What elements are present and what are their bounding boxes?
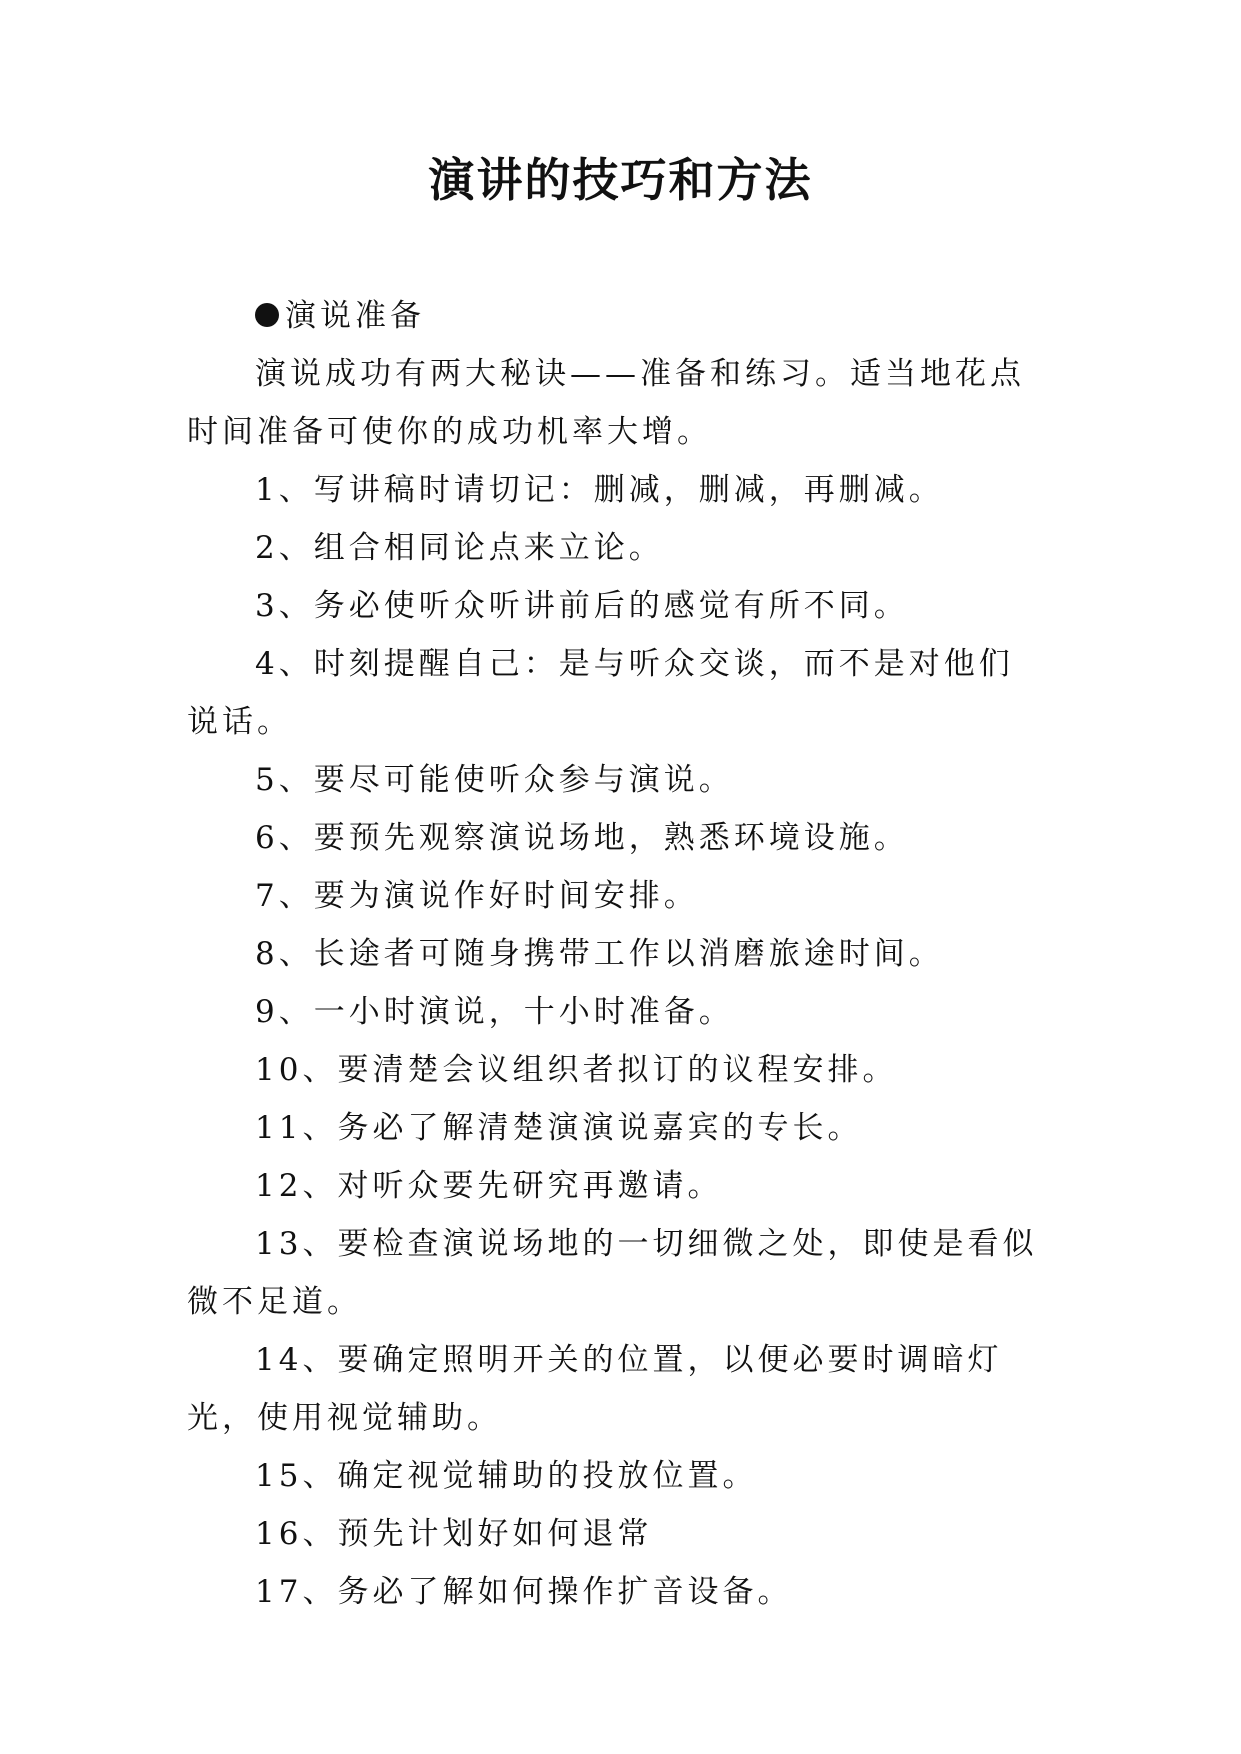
list-item: 11、务必了解清楚演演说嘉宾的专长。 [255, 1110, 863, 1146]
list-item: 5、要尽可能使听众参与演说。 [255, 762, 734, 798]
section-heading-text: 演说准备 [285, 298, 425, 334]
list-item: 15、确定视觉辅助的投放位置。 [255, 1458, 758, 1494]
list-item: 2、组合相同论点来立论。 [255, 530, 664, 566]
list-item: 12、对听众要先研究再邀请。 [255, 1168, 723, 1204]
list-item: 6、要预先观察演说场地，熟悉环境设施。 [255, 820, 909, 856]
list-item: 4、时刻提醒自己：是与听众交谈，而不是对他们说话。 [187, 646, 1014, 740]
list-item: 13、要检查演说场地的一切细微之处，即使是看似微不足道。 [187, 1226, 1038, 1320]
list-item: 17、务必了解如何操作扩音设备。 [255, 1574, 793, 1610]
bullet-icon [255, 303, 279, 327]
document-body [187, 287, 1047, 1621]
list-item: 10、要清楚会议组织者拟订的议程安排。 [255, 1052, 898, 1088]
list-item: 8、长途者可随身携带工作以消磨旅途时间。 [255, 936, 944, 972]
list-item: 1、写讲稿时请切记：删减，删减，再删减。 [255, 472, 944, 508]
document-title: 演讲的技巧和方法 [428, 153, 813, 207]
list-item: 9、一小时演说，十小时准备。 [255, 994, 734, 1030]
list-item: 7、要为演说作好时间安排。 [255, 878, 699, 914]
list-item: 14、要确定照明开关的位置，以便必要时调暗灯光，使用视觉辅助。 [187, 1342, 1003, 1436]
section-heading [187, 287, 1047, 345]
list-item: 16、预先计划好如何退常 [255, 1516, 653, 1552]
list-item: 3、务必使听众听讲前后的感觉有所不同。 [255, 588, 909, 624]
intro-paragraph: 演说成功有两大秘诀——准备和练习。适当地花点时间准备可使你的成功机率大增。 [187, 356, 1025, 450]
